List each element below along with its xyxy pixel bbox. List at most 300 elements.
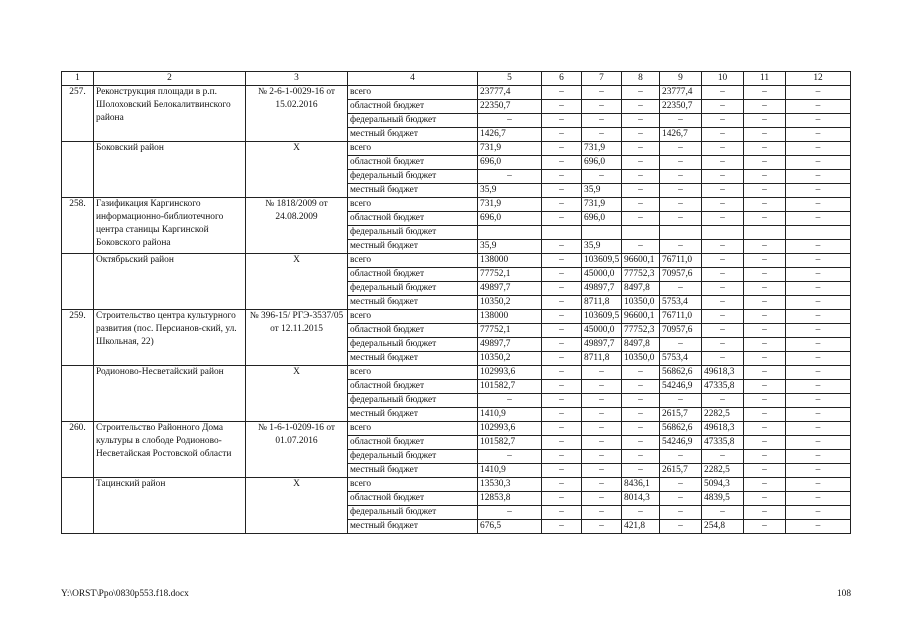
amount-cell: – <box>622 394 660 408</box>
amount-cell: – <box>786 184 851 198</box>
amount-cell: – <box>478 170 542 184</box>
amount-cell: 76711,0 <box>660 254 702 268</box>
amount-cell: – <box>542 100 582 114</box>
amount-cell: – <box>622 128 660 142</box>
amount-cell: – <box>744 352 786 366</box>
amount-cell: – <box>702 198 744 212</box>
funding-source: федеральный бюджет <box>348 394 478 408</box>
column-header: 8 <box>622 72 660 86</box>
amount-cell: – <box>622 156 660 170</box>
amount-cell: – <box>744 450 786 464</box>
amount-cell: 2615,7 <box>660 464 702 478</box>
amount-cell: – <box>542 296 582 310</box>
amount-cell: 35,9 <box>582 240 622 254</box>
amount-cell: – <box>702 352 744 366</box>
amount-cell: – <box>744 464 786 478</box>
funding-source: областной бюджет <box>348 436 478 450</box>
amount-cell: – <box>542 86 582 100</box>
amount-cell: – <box>744 394 786 408</box>
amount-cell: 138000 <box>478 254 542 268</box>
amount-cell: 49897,7 <box>582 338 622 352</box>
object-name: Тацинский район <box>94 478 246 534</box>
object-name: Реконструкция площади в р.п. Шолоховский Белокалитвинского района <box>94 86 246 142</box>
amount-cell: – <box>622 240 660 254</box>
funding-source: всего <box>348 478 478 492</box>
amount-cell: 5753,4 <box>660 296 702 310</box>
amount-cell <box>478 226 542 240</box>
amount-cell: – <box>786 366 851 380</box>
funding-source: местный бюджет <box>348 520 478 534</box>
amount-cell: 47335,8 <box>702 380 744 394</box>
amount-cell: 35,9 <box>582 184 622 198</box>
table-row <box>62 254 851 268</box>
row-number <box>62 254 94 310</box>
funding-source: местный бюджет <box>348 464 478 478</box>
amount-cell: 54246,9 <box>660 380 702 394</box>
funding-source: всего <box>348 86 478 100</box>
amount-cell: – <box>786 338 851 352</box>
amount-cell: – <box>622 506 660 520</box>
amount-cell: 254,8 <box>702 520 744 534</box>
amount-cell: – <box>582 464 622 478</box>
table-row <box>62 422 851 436</box>
amount-cell: 102993,6 <box>478 422 542 436</box>
amount-cell: – <box>786 128 851 142</box>
amount-cell: – <box>622 170 660 184</box>
amount-cell: – <box>660 338 702 352</box>
funding-source: областной бюджет <box>348 156 478 170</box>
amount-cell: – <box>660 506 702 520</box>
amount-cell: 13530,3 <box>478 478 542 492</box>
amount-cell: – <box>744 366 786 380</box>
amount-cell: – <box>702 324 744 338</box>
table-row <box>62 478 851 492</box>
amount-cell: 8711,8 <box>582 352 622 366</box>
amount-cell: – <box>786 212 851 226</box>
amount-cell: – <box>786 100 851 114</box>
object-name: Газификация Каргинского информационно-библиотечного центра станицы Каргинской Боковского района <box>94 198 246 254</box>
amount-cell: – <box>660 478 702 492</box>
funding-source: федеральный бюджет <box>348 114 478 128</box>
amount-cell: – <box>582 520 622 534</box>
amount-cell: – <box>582 450 622 464</box>
amount-cell: – <box>542 408 582 422</box>
amount-cell <box>582 226 622 240</box>
amount-cell: – <box>542 156 582 170</box>
amount-cell: – <box>660 142 702 156</box>
funding-source: областной бюджет <box>348 492 478 506</box>
amount-cell: – <box>744 324 786 338</box>
amount-cell: – <box>744 212 786 226</box>
amount-cell: – <box>702 212 744 226</box>
amount-cell: – <box>622 142 660 156</box>
amount-cell: 101582,7 <box>478 436 542 450</box>
funding-source: местный бюджет <box>348 240 478 254</box>
amount-cell: – <box>702 142 744 156</box>
budget-table <box>61 71 851 534</box>
table-row <box>62 366 851 380</box>
amount-cell <box>786 226 851 240</box>
amount-cell: – <box>702 86 744 100</box>
amount-cell: – <box>542 520 582 534</box>
amount-cell: – <box>622 408 660 422</box>
amount-cell: 8436,1 <box>622 478 660 492</box>
amount-cell: 10350,2 <box>478 296 542 310</box>
amount-cell: – <box>622 422 660 436</box>
funding-source: федеральный бюджет <box>348 282 478 296</box>
amount-cell: 70957,6 <box>660 268 702 282</box>
object-name: Строительство центра культурного развития (пос. Персианов-ский, ул. Школьная, 22) <box>94 310 246 366</box>
amount-cell: – <box>786 240 851 254</box>
amount-cell: – <box>702 450 744 464</box>
table-row <box>62 310 851 324</box>
amount-cell: 1426,7 <box>660 128 702 142</box>
amount-cell: – <box>582 86 622 100</box>
row-number <box>62 478 94 534</box>
amount-cell: 1426,7 <box>478 128 542 142</box>
amount-cell: – <box>660 184 702 198</box>
table-row <box>62 86 851 100</box>
document-ref: № 1-6-1-0209-16 от 01.07.2016 <box>246 422 348 478</box>
amount-cell: – <box>542 352 582 366</box>
amount-cell: – <box>786 352 851 366</box>
amount-cell: – <box>542 464 582 478</box>
funding-source: областной бюджет <box>348 380 478 394</box>
amount-cell: 2282,5 <box>702 464 744 478</box>
amount-cell: – <box>786 310 851 324</box>
amount-cell: – <box>542 170 582 184</box>
amount-cell: – <box>542 450 582 464</box>
amount-cell: – <box>786 170 851 184</box>
amount-cell: – <box>582 380 622 394</box>
amount-cell <box>660 226 702 240</box>
amount-cell: – <box>660 240 702 254</box>
amount-cell <box>542 226 582 240</box>
funding-source: всего <box>348 142 478 156</box>
amount-cell: – <box>542 506 582 520</box>
amount-cell: 49618,3 <box>702 422 744 436</box>
amount-cell: – <box>702 282 744 296</box>
column-header: 7 <box>582 72 622 86</box>
amount-cell: – <box>702 240 744 254</box>
amount-cell: – <box>744 184 786 198</box>
amount-cell: – <box>744 142 786 156</box>
amount-cell: 8497,8 <box>622 282 660 296</box>
amount-cell: – <box>542 478 582 492</box>
amount-cell: – <box>786 408 851 422</box>
amount-cell: – <box>744 170 786 184</box>
amount-cell: 56862,6 <box>660 422 702 436</box>
amount-cell: – <box>660 198 702 212</box>
funding-source: местный бюджет <box>348 352 478 366</box>
amount-cell: – <box>542 282 582 296</box>
document-ref: № 396-15/ РГЭ-3537/05 от 12.11.2015 <box>246 310 348 366</box>
amount-cell: 10350,0 <box>622 296 660 310</box>
amount-cell: 77752,3 <box>622 268 660 282</box>
amount-cell: 138000 <box>478 310 542 324</box>
amount-cell: – <box>702 310 744 324</box>
amount-cell: – <box>582 366 622 380</box>
amount-cell: 731,9 <box>478 142 542 156</box>
page-number: 108 <box>836 589 851 599</box>
funding-source: федеральный бюджет <box>348 506 478 520</box>
funding-source: федеральный бюджет <box>348 338 478 352</box>
object-name: Боковский район <box>94 142 246 198</box>
column-header: 6 <box>542 72 582 86</box>
funding-source: местный бюджет <box>348 184 478 198</box>
amount-cell: – <box>744 114 786 128</box>
funding-source: областной бюджет <box>348 212 478 226</box>
amount-cell: – <box>622 212 660 226</box>
amount-cell: 696,0 <box>478 156 542 170</box>
row-number: 257. <box>62 86 94 142</box>
amount-cell: 2282,5 <box>702 408 744 422</box>
document-ref: Х <box>246 478 348 534</box>
amount-cell: 45000,0 <box>582 268 622 282</box>
amount-cell: – <box>702 506 744 520</box>
amount-cell: 12853,8 <box>478 492 542 506</box>
amount-cell: – <box>702 254 744 268</box>
amount-cell: – <box>622 100 660 114</box>
amount-cell: 1410,9 <box>478 464 542 478</box>
amount-cell: 23777,4 <box>478 86 542 100</box>
amount-cell: – <box>622 436 660 450</box>
funding-source: всего <box>348 366 478 380</box>
amount-cell: 696,0 <box>582 212 622 226</box>
amount-cell: 96600,1 <box>622 254 660 268</box>
amount-cell: 49897,7 <box>582 282 622 296</box>
amount-cell: – <box>786 86 851 100</box>
amount-cell: – <box>702 268 744 282</box>
amount-cell: – <box>582 408 622 422</box>
amount-cell: – <box>786 450 851 464</box>
amount-cell: 49897,7 <box>478 282 542 296</box>
amount-cell: 10350,2 <box>478 352 542 366</box>
object-name: Октябрьский район <box>94 254 246 310</box>
amount-cell: 8711,8 <box>582 296 622 310</box>
amount-cell: – <box>744 436 786 450</box>
amount-cell: – <box>582 436 622 450</box>
amount-cell: – <box>744 408 786 422</box>
funding-source: федеральный бюджет <box>348 226 478 240</box>
amount-cell: – <box>542 184 582 198</box>
amount-cell: – <box>660 170 702 184</box>
amount-cell: – <box>582 114 622 128</box>
amount-cell: – <box>542 310 582 324</box>
amount-cell: 5094,3 <box>702 478 744 492</box>
amount-cell: 49618,3 <box>702 366 744 380</box>
amount-cell: – <box>542 436 582 450</box>
amount-cell: – <box>744 380 786 394</box>
amount-cell: – <box>744 338 786 352</box>
amount-cell: – <box>702 394 744 408</box>
funding-source: федеральный бюджет <box>348 170 478 184</box>
amount-cell: – <box>622 366 660 380</box>
amount-cell: 77752,1 <box>478 324 542 338</box>
column-header: 5 <box>478 72 542 86</box>
amount-cell: – <box>542 324 582 338</box>
amount-cell: – <box>622 86 660 100</box>
amount-cell: 23777,4 <box>660 86 702 100</box>
funding-source: областной бюджет <box>348 324 478 338</box>
amount-cell: – <box>702 296 744 310</box>
column-header: 12 <box>786 72 851 86</box>
table-row <box>62 198 851 212</box>
amount-cell: – <box>786 422 851 436</box>
row-number <box>62 366 94 422</box>
amount-cell: – <box>786 296 851 310</box>
amount-cell: – <box>582 506 622 520</box>
amount-cell: – <box>744 86 786 100</box>
amount-cell: 1410,9 <box>478 408 542 422</box>
amount-cell: 103609,5 <box>582 310 622 324</box>
amount-cell: 10350,0 <box>622 352 660 366</box>
amount-cell: – <box>542 240 582 254</box>
amount-cell: 56862,6 <box>660 366 702 380</box>
amount-cell: 102993,6 <box>478 366 542 380</box>
amount-cell: – <box>786 254 851 268</box>
amount-cell: – <box>542 492 582 506</box>
amount-cell: – <box>542 422 582 436</box>
amount-cell: – <box>660 450 702 464</box>
amount-cell: – <box>542 268 582 282</box>
column-header: 9 <box>660 72 702 86</box>
funding-source: местный бюджет <box>348 296 478 310</box>
amount-cell: – <box>744 128 786 142</box>
funding-source: всего <box>348 422 478 436</box>
amount-cell: – <box>744 296 786 310</box>
amount-cell: – <box>786 520 851 534</box>
column-header: 1 <box>62 72 94 86</box>
amount-cell: – <box>744 198 786 212</box>
amount-cell: – <box>786 324 851 338</box>
amount-cell: – <box>786 464 851 478</box>
amount-cell: – <box>542 394 582 408</box>
amount-cell: – <box>786 478 851 492</box>
amount-cell: – <box>582 128 622 142</box>
amount-cell: – <box>702 128 744 142</box>
column-header: 2 <box>94 72 246 86</box>
funding-source: местный бюджет <box>348 128 478 142</box>
amount-cell: – <box>744 254 786 268</box>
amount-cell: – <box>660 212 702 226</box>
amount-cell: 731,9 <box>582 142 622 156</box>
funding-source: всего <box>348 310 478 324</box>
amount-cell: 22350,7 <box>660 100 702 114</box>
amount-cell: – <box>786 198 851 212</box>
amount-cell: 4839,5 <box>702 492 744 506</box>
amount-cell: 77752,3 <box>622 324 660 338</box>
amount-cell: 2615,7 <box>660 408 702 422</box>
column-header: 3 <box>246 72 348 86</box>
document-ref: № 2-6-1-0029-16 от 15.02.2016 <box>246 86 348 142</box>
amount-cell: 731,9 <box>478 198 542 212</box>
amount-cell: 676,5 <box>478 520 542 534</box>
amount-cell: – <box>702 114 744 128</box>
amount-cell: – <box>744 268 786 282</box>
amount-cell: – <box>786 380 851 394</box>
amount-cell: – <box>786 268 851 282</box>
amount-cell: 5753,4 <box>660 352 702 366</box>
amount-cell: – <box>582 492 622 506</box>
amount-cell: – <box>542 198 582 212</box>
amount-cell: – <box>786 492 851 506</box>
amount-cell: – <box>582 394 622 408</box>
amount-cell: 103609,5 <box>582 254 622 268</box>
object-name: Строительство Районного Дома культуры в слободе Родионово-Несветайская Ростовской области <box>94 422 246 478</box>
amount-cell <box>622 226 660 240</box>
amount-cell: – <box>622 464 660 478</box>
amount-cell: – <box>478 114 542 128</box>
amount-cell: – <box>702 338 744 352</box>
amount-cell: 49897,7 <box>478 338 542 352</box>
amount-cell: – <box>582 478 622 492</box>
amount-cell: 35,9 <box>478 184 542 198</box>
amount-cell: 8497,8 <box>622 338 660 352</box>
amount-cell: – <box>582 422 622 436</box>
amount-cell: – <box>542 380 582 394</box>
column-header: 4 <box>348 72 478 86</box>
document-ref: Х <box>246 366 348 422</box>
amount-cell: – <box>660 114 702 128</box>
funding-source: областной бюджет <box>348 100 478 114</box>
amount-cell: 96600,1 <box>622 310 660 324</box>
amount-cell: – <box>744 310 786 324</box>
row-number: 260. <box>62 422 94 478</box>
amount-cell: – <box>660 492 702 506</box>
amount-cell: 101582,7 <box>478 380 542 394</box>
amount-cell: – <box>542 338 582 352</box>
funding-source: областной бюджет <box>348 268 478 282</box>
object-name: Родионово-Несветайский район <box>94 366 246 422</box>
amount-cell: – <box>744 100 786 114</box>
amount-cell: 70957,6 <box>660 324 702 338</box>
amount-cell: – <box>478 506 542 520</box>
row-number: 258. <box>62 198 94 254</box>
amount-cell: – <box>702 100 744 114</box>
amount-cell: – <box>478 450 542 464</box>
amount-cell: – <box>702 156 744 170</box>
amount-cell: 731,9 <box>582 198 622 212</box>
column-header: 10 <box>702 72 744 86</box>
amount-cell: 35,9 <box>478 240 542 254</box>
funding-source: всего <box>348 254 478 268</box>
amount-cell: – <box>478 394 542 408</box>
amount-cell: – <box>542 128 582 142</box>
amount-cell: 696,0 <box>478 212 542 226</box>
header-row <box>62 72 851 86</box>
amount-cell: – <box>786 114 851 128</box>
amount-cell: – <box>744 478 786 492</box>
amount-cell: 8014,3 <box>622 492 660 506</box>
amount-cell: 22350,7 <box>478 100 542 114</box>
amount-cell <box>702 226 744 240</box>
amount-cell: – <box>744 520 786 534</box>
amount-cell: – <box>786 436 851 450</box>
amount-cell <box>744 226 786 240</box>
amount-cell: 696,0 <box>582 156 622 170</box>
amount-cell: – <box>786 506 851 520</box>
amount-cell: – <box>542 142 582 156</box>
amount-cell: – <box>786 142 851 156</box>
document-ref: № 1818/2009 от 24.08.2009 <box>246 198 348 254</box>
table-row <box>62 142 851 156</box>
document-ref: Х <box>246 254 348 310</box>
funding-source: федеральный бюджет <box>348 450 478 464</box>
amount-cell: – <box>660 282 702 296</box>
amount-cell: – <box>582 170 622 184</box>
file-path: Y:\ORST\Ppo\0830p553.f18.docx <box>61 589 189 599</box>
